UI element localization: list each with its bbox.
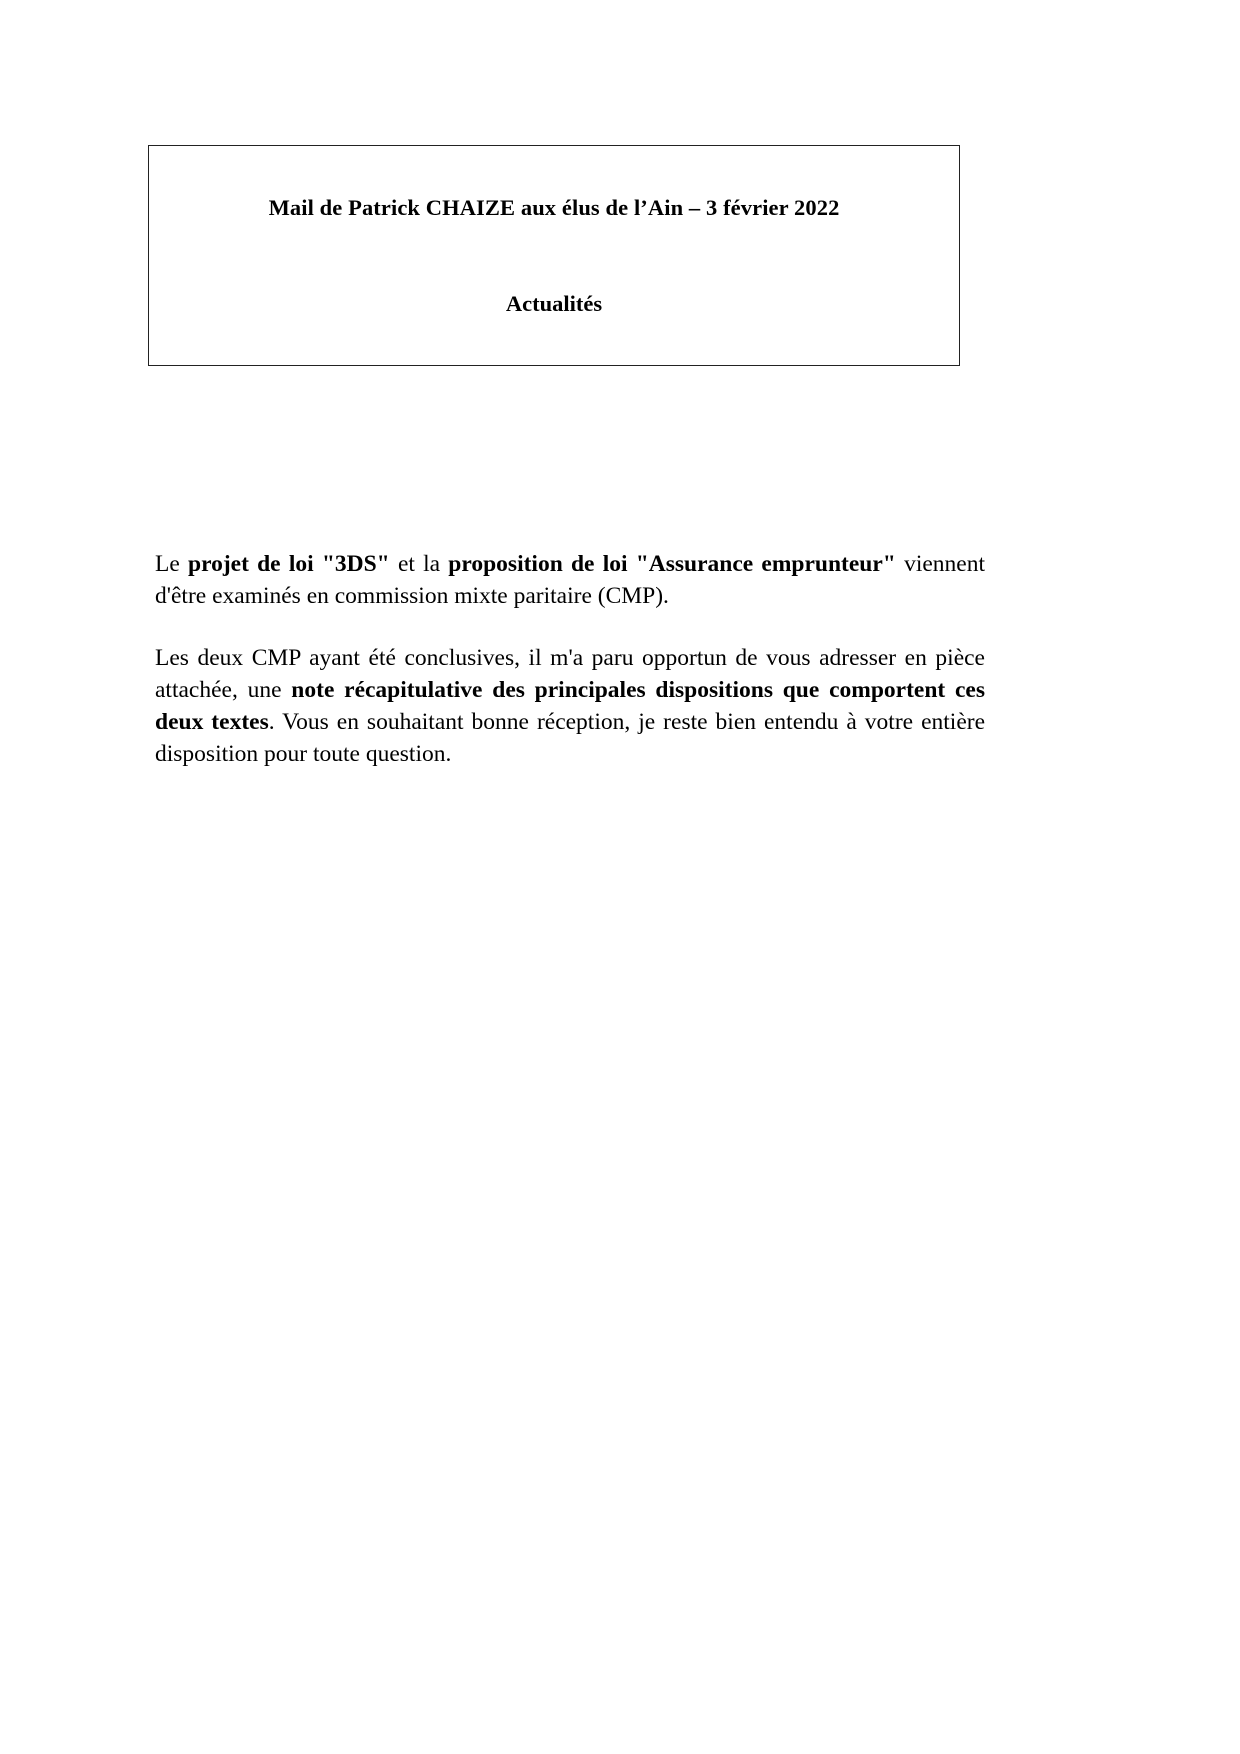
- emphasis-run: proposition de loi "Assurance emprunteur": [448, 551, 896, 577]
- text-run: Le: [155, 551, 188, 577]
- text-run: Les deux CMP ayant été conclusives, il m'a paru opportun de vous adresser en pièce attachée, une: [155, 645, 985, 703]
- text-run: viennent d'être examinés en commission mixte paritaire (CMP).: [155, 551, 985, 609]
- text-run: et la: [389, 551, 449, 577]
- body-text-block: [155, 548, 985, 770]
- header-box: [148, 145, 960, 366]
- emphasis-run: note récapitulative des principales dispositions que comportent ces deux textes: [155, 677, 985, 735]
- paragraph-1: [155, 548, 985, 612]
- paragraph-2: [155, 642, 985, 770]
- page-title: Mail de Patrick CHAIZE aux élus de l’Ain – 3 février 2022: [268, 195, 840, 220]
- text-run: . Vous en souhaitant bonne réception, je reste bien entendu à votre entière disposition pour toute question.: [155, 709, 985, 767]
- emphasis-run: projet de loi "3DS": [188, 551, 390, 577]
- page-subtitle: Actualités: [505, 291, 603, 316]
